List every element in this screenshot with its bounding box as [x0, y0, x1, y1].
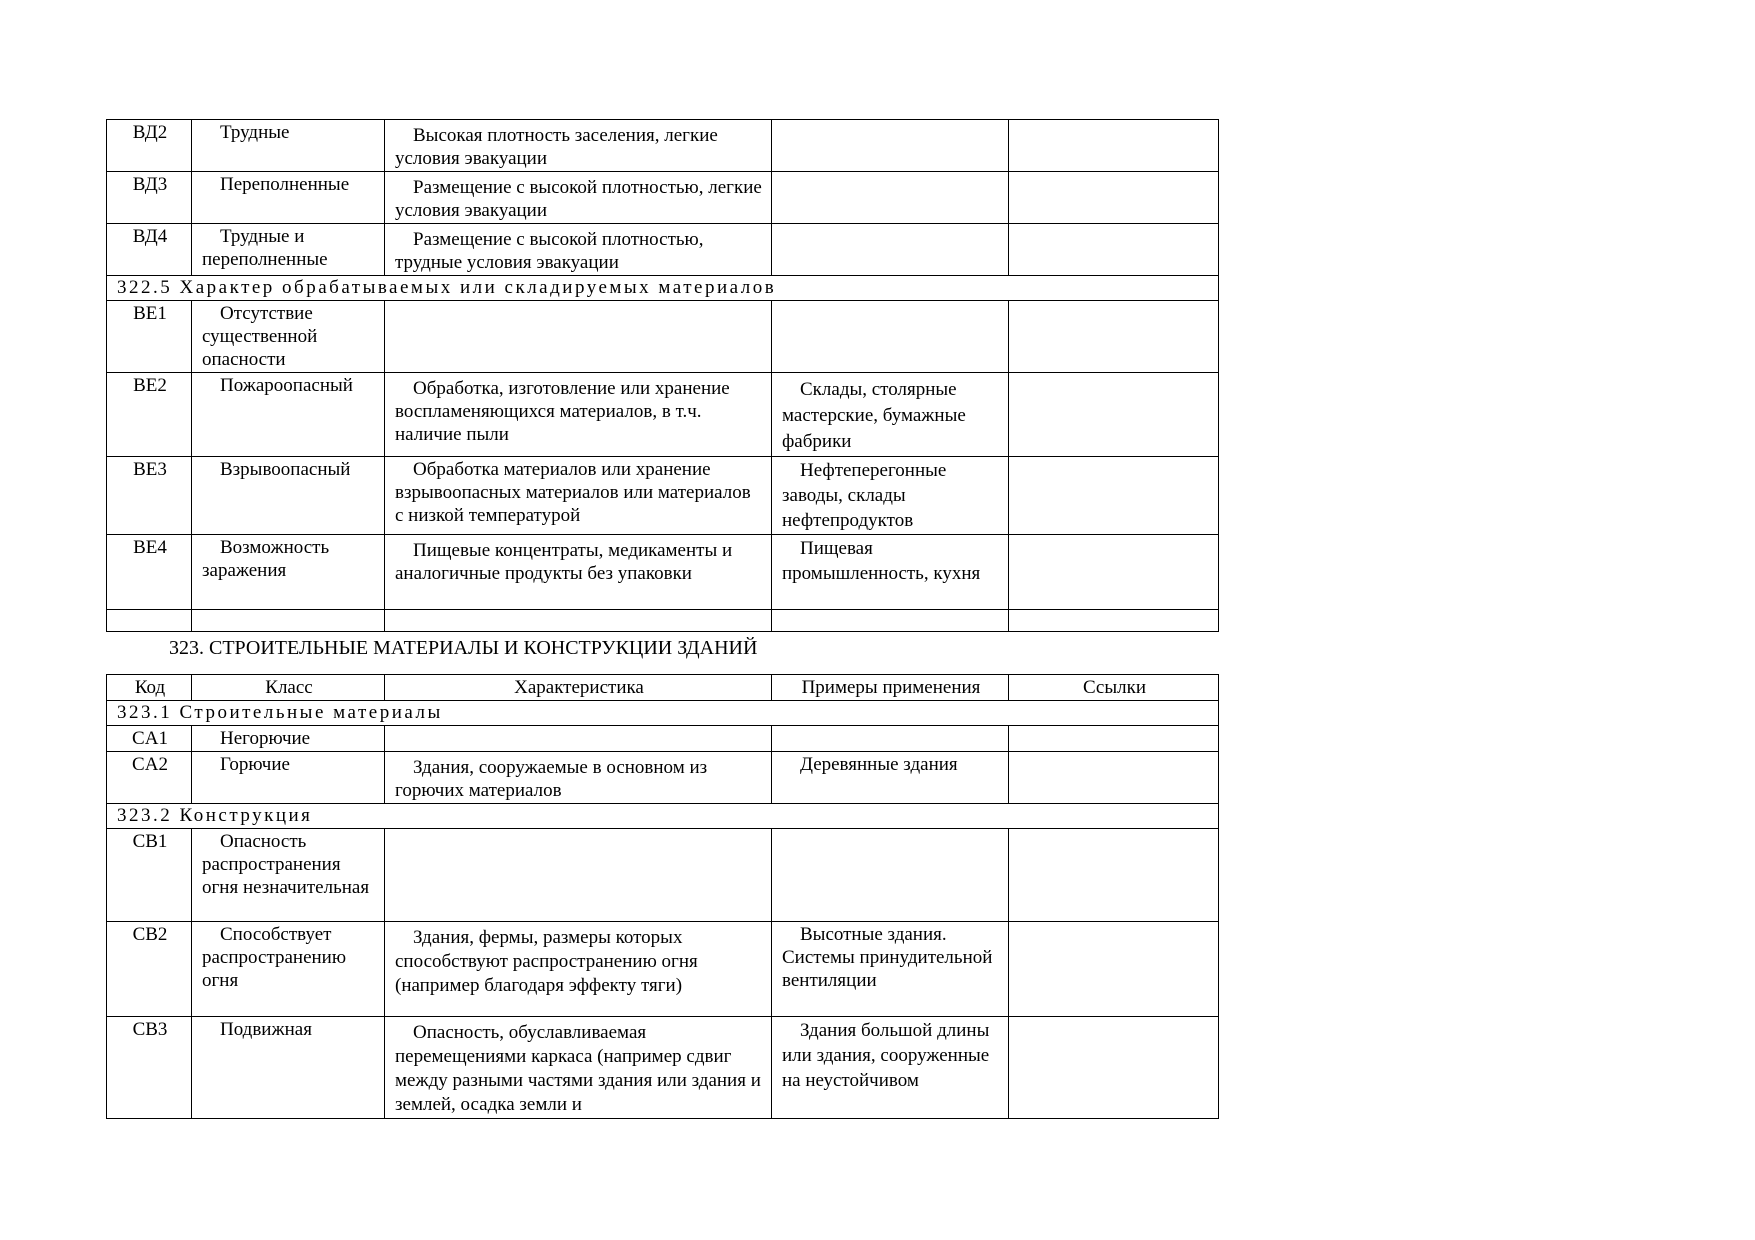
class-cell: Негорючие — [192, 726, 385, 752]
table-row-ca2 — [107, 752, 1219, 804]
code-cell: BE2 — [107, 373, 192, 457]
empty-cell — [1009, 610, 1219, 632]
code-cell: CB2 — [107, 922, 192, 1017]
table-row-blank — [107, 610, 1219, 632]
class-cell: Взрывоопасный — [192, 457, 385, 535]
refs-cell — [1009, 224, 1219, 276]
examples-cell: Нефтеперегонные заводы, склады нефтепродуктов — [772, 457, 1009, 535]
table-row-vd2 — [107, 120, 1219, 172]
table-header-row — [107, 675, 1219, 701]
examples-cell: Деревянные здания — [772, 752, 1009, 804]
table-row-cb2 — [107, 922, 1219, 1017]
characteristic-cell: Здания, сооружаемые в основном из горючих материалов — [385, 752, 772, 804]
class-cell: Отсутствие существенной опасности — [192, 301, 385, 373]
refs-cell — [1009, 829, 1219, 922]
characteristic-cell — [385, 829, 772, 922]
characteristic-cell — [385, 726, 772, 752]
code-cell: CB3 — [107, 1017, 192, 1119]
characteristic-cell: Размещение с высокой плотностью, легкие условия эвакуации — [385, 172, 772, 224]
refs-cell — [1009, 535, 1219, 610]
table-row-ca1 — [107, 726, 1219, 752]
refs-cell — [1009, 373, 1219, 457]
class-cell: Опасность распространения огня незначительная — [192, 829, 385, 922]
table-row-be4 — [107, 535, 1219, 610]
empty-cell — [772, 610, 1009, 632]
class-cell: Переполненные — [192, 172, 385, 224]
examples-cell — [772, 301, 1009, 373]
refs-cell — [1009, 922, 1219, 1017]
table-row-be2 — [107, 373, 1219, 457]
code-cell: BE4 — [107, 535, 192, 610]
table-building-materials — [106, 674, 1219, 1119]
refs-cell — [1009, 301, 1219, 373]
examples-cell — [772, 829, 1009, 922]
characteristic-cell: Размещение с высокой плотностью, трудные условия эвакуации — [385, 224, 772, 276]
class-cell: Трудные и переполненные — [192, 224, 385, 276]
section-title: 323.2 Конструкция — [107, 804, 1219, 829]
section-title: 322.5 Характер обрабатываемых или складируемых материалов — [107, 276, 1219, 301]
table-row-be3 — [107, 457, 1219, 535]
section-row-323-2 — [107, 804, 1219, 829]
code-cell: BE3 — [107, 457, 192, 535]
class-cell: Трудные — [192, 120, 385, 172]
header-characteristic: Характеристика — [385, 675, 772, 701]
characteristic-cell: Обработка материалов или хранение взрывоопасных материалов или материалов с низкой температурой — [385, 457, 772, 535]
table-row-cb3 — [107, 1017, 1219, 1119]
examples-cell — [772, 120, 1009, 172]
class-cell: Горючие — [192, 752, 385, 804]
characteristic-cell: Обработка, изготовление или хранение воспламеняющихся материалов, в т.ч. наличие пыли — [385, 373, 772, 457]
examples-cell — [772, 726, 1009, 752]
examples-cell: Высотные здания. Системы принудительной вентиляции — [772, 922, 1009, 1017]
empty-cell — [385, 610, 772, 632]
empty-cell — [192, 610, 385, 632]
empty-cell — [107, 610, 192, 632]
characteristic-cell: Опасность, обуславливаемая перемещениями каркаса (например сдвиг между разными частями здания или здания и землей, осадка земли и — [385, 1017, 772, 1119]
table-environment-conditions — [106, 119, 1219, 632]
table-row-vd3 — [107, 172, 1219, 224]
header-class: Класс — [192, 675, 385, 701]
class-cell: Возможность заражения — [192, 535, 385, 610]
class-cell: Подвижная — [192, 1017, 385, 1119]
class-cell: Способствует распространению огня — [192, 922, 385, 1017]
characteristic-cell: Высокая плотность заселения, легкие условия эвакуации — [385, 120, 772, 172]
examples-cell: Пищевая промышленность, кухня — [772, 535, 1009, 610]
table-row-be1 — [107, 301, 1219, 373]
characteristic-cell — [385, 301, 772, 373]
code-cell: CB1 — [107, 829, 192, 922]
table-row-vd4 — [107, 224, 1219, 276]
refs-cell — [1009, 172, 1219, 224]
header-code: Код — [107, 675, 192, 701]
section-row-322-5 — [107, 276, 1219, 301]
code-cell: ВД3 — [107, 172, 192, 224]
class-cell: Пожароопасный — [192, 373, 385, 457]
header-refs: Ссылки — [1009, 675, 1219, 701]
examples-cell: Склады, столярные мастерские, бумажные фабрики — [772, 373, 1009, 457]
characteristic-cell: Пищевые концентраты, медикаменты и аналогичные продукты без упаковки — [385, 535, 772, 610]
characteristic-cell: Здания, фермы, размеры которых способствуют распространению огня (например благодаря эффекту тяги) — [385, 922, 772, 1017]
code-cell: ВД4 — [107, 224, 192, 276]
header-examples: Примеры применения — [772, 675, 1009, 701]
examples-cell — [772, 224, 1009, 276]
refs-cell — [1009, 726, 1219, 752]
refs-cell — [1009, 1017, 1219, 1119]
code-cell: CA2 — [107, 752, 192, 804]
refs-cell — [1009, 752, 1219, 804]
table-row-cb1 — [107, 829, 1219, 922]
code-cell: CA1 — [107, 726, 192, 752]
section-heading-323: 323. СТРОИТЕЛЬНЫЕ МАТЕРИАЛЫ И КОНСТРУКЦИИ ЗДАНИЙ — [169, 637, 758, 659]
section-title: 323.1 Строительные материалы — [107, 701, 1219, 726]
refs-cell — [1009, 457, 1219, 535]
refs-cell — [1009, 120, 1219, 172]
code-cell: ВД2 — [107, 120, 192, 172]
examples-cell — [772, 172, 1009, 224]
code-cell: BE1 — [107, 301, 192, 373]
section-row-323-1 — [107, 701, 1219, 726]
examples-cell: Здания большой длины или здания, сооруженные на неустойчивом — [772, 1017, 1009, 1119]
